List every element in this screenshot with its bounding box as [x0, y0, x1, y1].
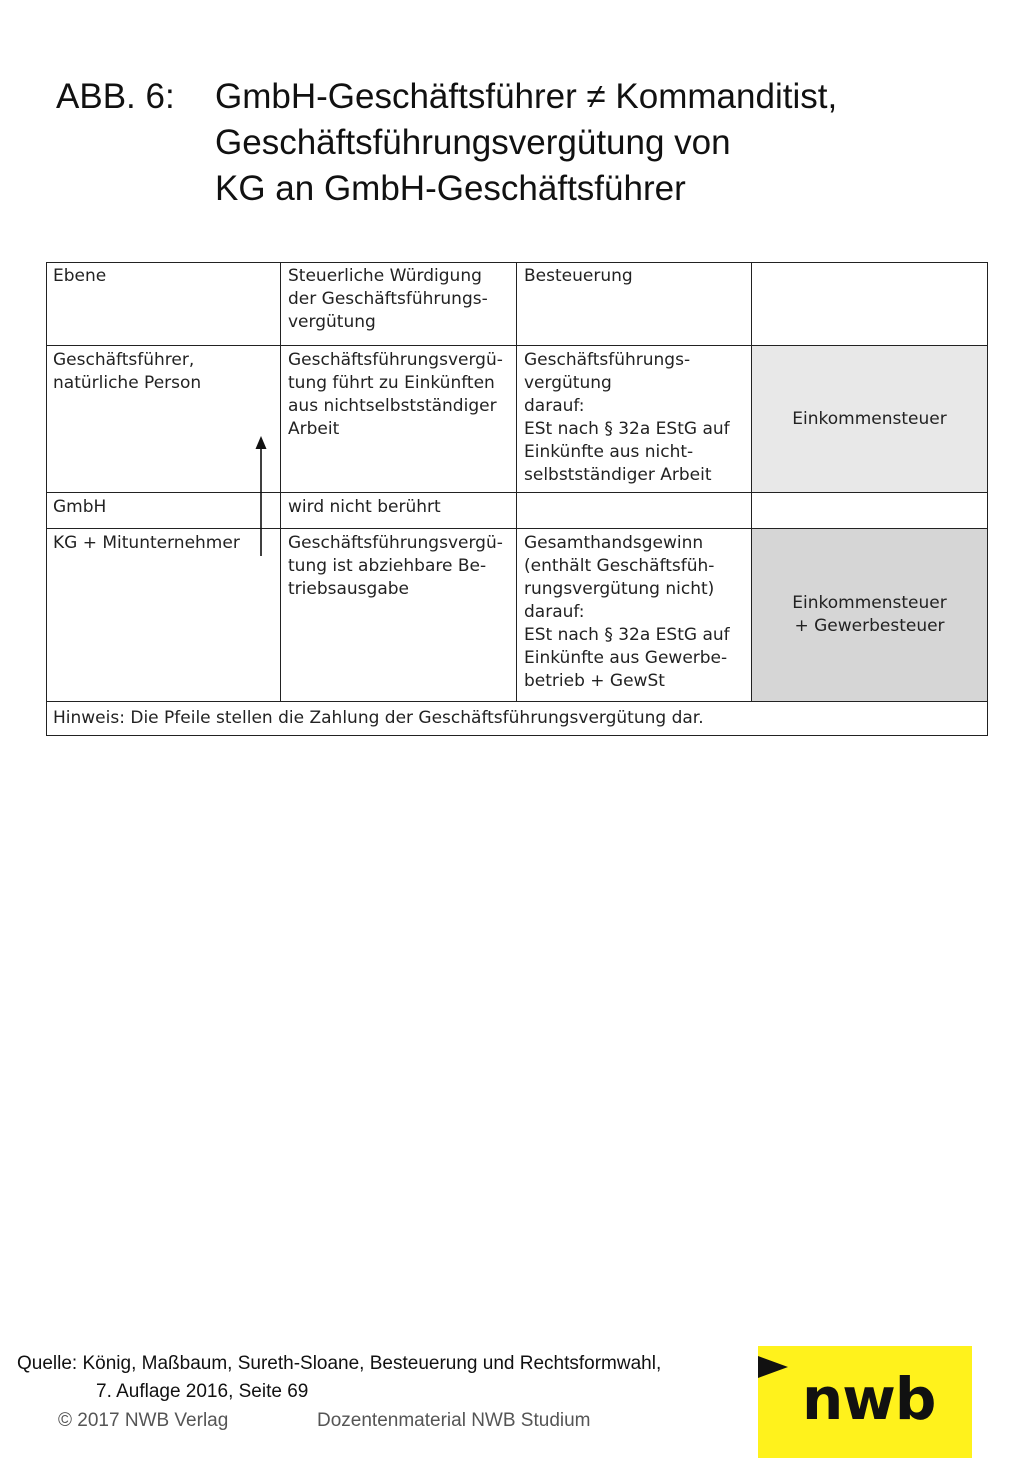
up-arrow-icon: [253, 436, 269, 558]
row1-ebene: Geschäftsführer, natürliche Person: [46, 346, 281, 493]
source-line-1: Quelle: König, Maßbaum, Sureth-Sloane, Besteuerung und Rechtsformwahl,: [17, 1353, 662, 1374]
header-ebene: Ebene: [46, 262, 281, 346]
row2-wuerdigung: wird nicht berührt: [281, 493, 517, 529]
header-wuerdigung: Steuerliche Würdigung der Geschäftsführungs- vergütung: [281, 262, 517, 346]
tax-table: [46, 262, 988, 736]
row1-wuerdigung: Geschäftsführungsvergü- tung führt zu Einkünften aus nichtselbstständiger Arbeit: [281, 346, 517, 493]
heading-line-2: Geschäftsführungsvergütung von: [215, 123, 731, 162]
heading-line-3: KG an GmbH-Geschäftsführer: [215, 169, 686, 208]
nwb-logo: [758, 1346, 972, 1458]
row3-steuerart: Einkommensteuer + Gewerbesteuer: [752, 529, 988, 702]
header-besteuerung: Besteuerung: [517, 262, 752, 346]
row3-ebene: KG + Mitunternehmer: [46, 529, 281, 702]
table-frame: [46, 262, 988, 736]
material-text: Dozentenmaterial NWB Studium: [317, 1410, 591, 1431]
row1-besteuerung: Geschäftsführungs- vergütung darauf: ESt nach § 32a EStG auf Einkünfte aus nicht- selbstständiger Arbeit: [517, 346, 752, 493]
logo-text: nwb: [802, 1365, 936, 1433]
row1-steuerart: Einkommensteuer: [752, 346, 988, 493]
play-triangle-icon[interactable]: [758, 1356, 788, 1378]
row2-ebene: GmbH: [46, 493, 281, 529]
copyright-text: © 2017 NWB Verlag: [58, 1410, 229, 1431]
row3-wuerdigung: Geschäftsführungsvergü- tung ist abziehbare Be- triebsausgabe: [281, 529, 517, 702]
row3-besteuerung: Gesamthandsgewinn (enthält Geschäftsfüh- rungsvergütung nicht) darauf: ESt nach § 32a EStG auf Einkünfte aus Gewerbe- betrieb + GewSt: [517, 529, 752, 702]
heading-line-1: GmbH-Geschäftsführer ≠ Kommanditist,: [215, 77, 838, 116]
figure-label: ABB. 6:: [56, 77, 175, 116]
table-note: Hinweis: Die Pfeile stellen die Zahlung der Geschäftsführungsvergütung dar.: [46, 702, 988, 736]
source-line-2: 7. Auflage 2016, Seite 69: [96, 1381, 309, 1402]
